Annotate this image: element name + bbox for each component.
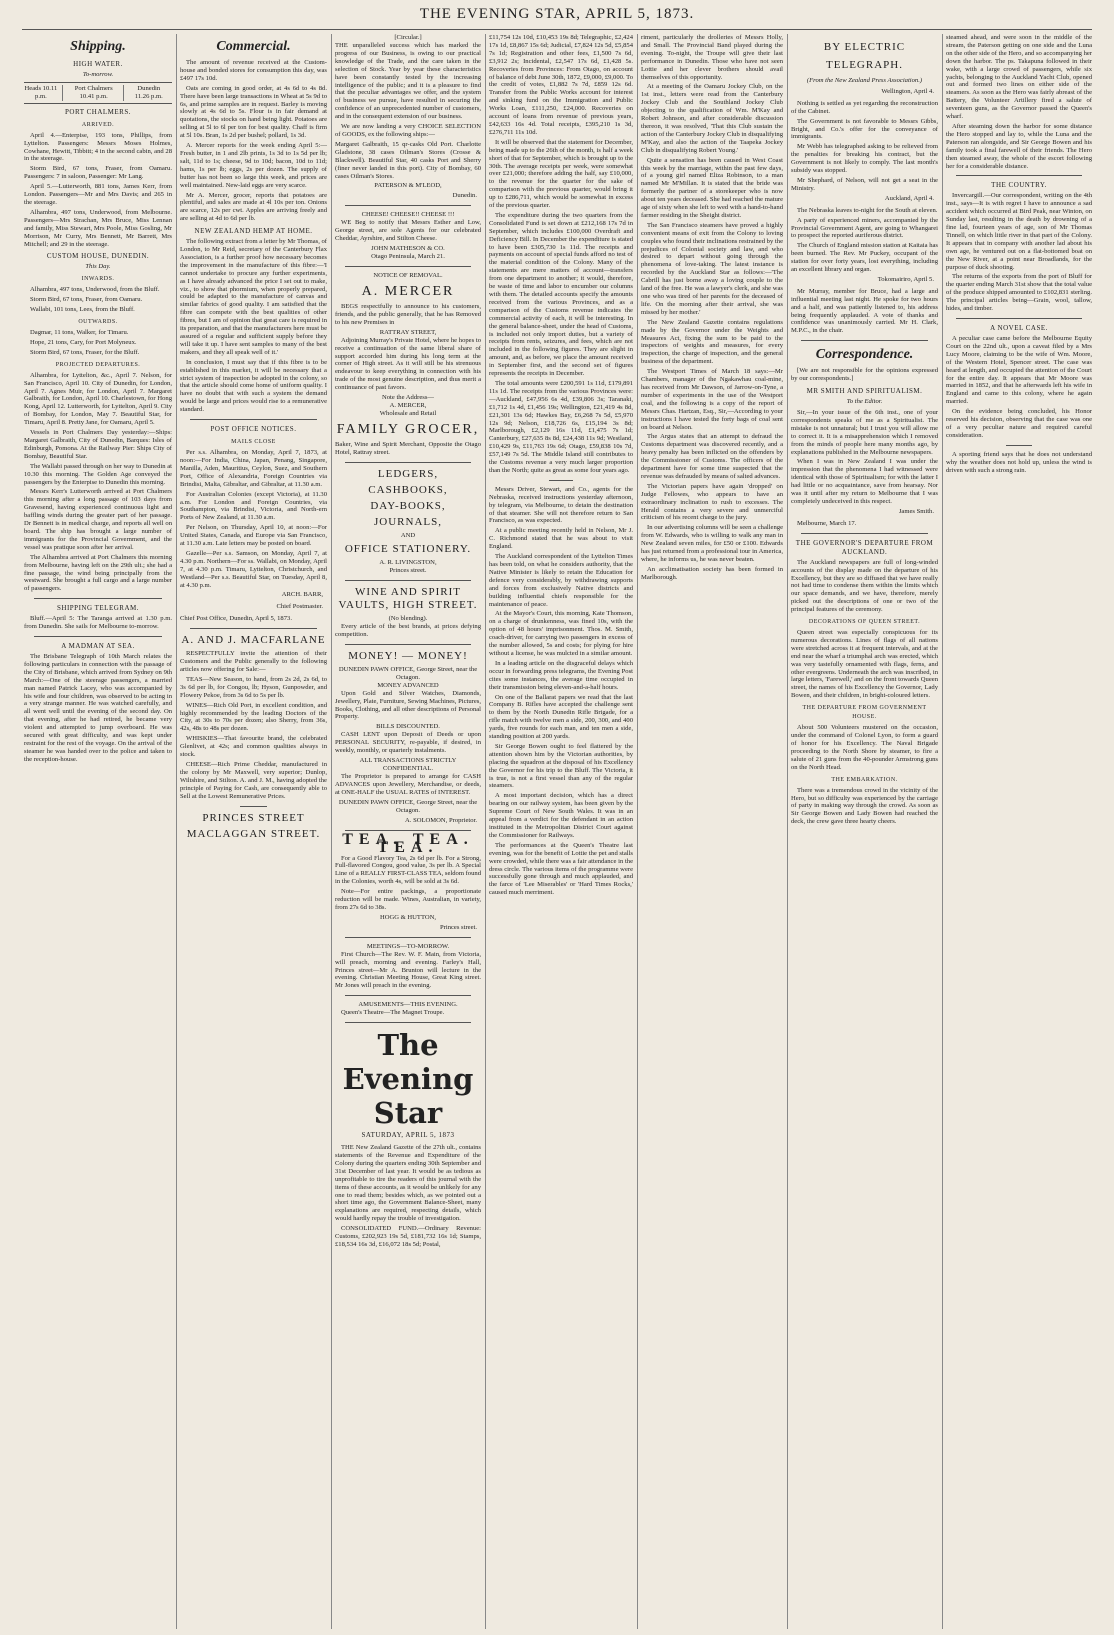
article-paragraph: Mr A. Mercer, grocer, reports that potatoes are plentiful, and sales are made at 4l 10s per ton. Onions are scarce, 12s per cwt. Apples are arriving freely and are selling at 4d to 6d per lb. xyxy=(180,191,327,223)
ad-heading: CHEESE! CHEESE!! CHEESE !!! xyxy=(361,211,455,219)
article-paragraph: Vessels in Port Chalmers Day yesterday:—Ships: Margaret Galbraith, City of Dunedin, Barques: Isles of Edinburgh, Pomona. At the Railway Pier: Ships City of Bombay, Beautiful Star. xyxy=(24,429,172,460)
dateline: Wellington, April 4. xyxy=(881,87,934,95)
article-paragraph: Wallabi, 101 tons, Lees, from the Bluff. xyxy=(30,306,135,314)
divider xyxy=(240,806,267,807)
ad-heading: AMUSEMENTS—THIS EVENING. xyxy=(358,1001,458,1009)
ad-signature: Princes street. xyxy=(440,923,477,931)
article-paragraph: Per s.s. Alhambra, on Monday, April 7, 1873, at noon:—For India, China, Japan, Penang, Singapore, Manilla, Aden, Mauritius, Ceylon, Suez, and Southern Port, Office of Alexandria, Foreign Countries via Brindisi, Malta, Gibraltar, and Gibraltar, at 11.30 a.m. xyxy=(180,449,327,488)
article-paragraph: The Brisbane Telegraph of 10th March relates the following particulars in connection with the passage of the City of Brisbane, which arrived from Sydney on 9th March:—One of the steerage passengers, a married man named Patrick Lacey, who was accompanied by his wife and four children, was observed to be acting in a very strange manner. He was watched carefully, and all went well until the evening of the second day. On that evening, after he had retired, he became very violent and attempted to jump overboard. He was secured with great difficulty, and was kept under restraint for the rest of the voyage. On the arrival of the steamer he was handed over to the police and taken to the reception-house. xyxy=(24,653,172,763)
subheading: THE DEPARTURE FROM GOVERNMENT HOUSE. xyxy=(802,705,927,721)
dateline: SATURDAY, APRIL 5, 1873 xyxy=(361,1131,455,1140)
news-paragraph: At a public meeting recently held in Nelson, Mr J. C. Richmond stated that he was about to visit England. xyxy=(489,527,633,551)
news-paragraph: The Westport Times of March 18 says:—Mr Chambers, manager of the Ngakawhau coal-mine, has received from Mr Dawson, of Jarrow-on-Tyne, a number of experiments in the use of the Westport coal, and the following is a copy of the report of Messrs Chas. Hartzan, Esq., Sir,—According to your instructions I have tested the forty bags of coal sent on board at Nelson. xyxy=(641,368,783,431)
subheading: THE GOVERNOR'S DEPARTURE FROM AUCKLAND. xyxy=(795,538,934,556)
article-paragraph: Storm Bird, 67 tons, Fraser, for the Bluff. xyxy=(30,348,140,356)
article-paragraph: Storm Bird, 67 tons, Fraser, from Oamaru. xyxy=(30,296,143,304)
ad-paragraph: WHISKIES—That favourite brand, the celebrated Glenlivet, at 42s; and common qualities always in stock. xyxy=(180,735,327,759)
divider xyxy=(345,995,471,996)
subheading: INWARDS. xyxy=(81,276,115,283)
news-paragraph: On one of the Ballarat papers we read that the last Company B. Rifles have accepted the challenge sent to them by the North Dunedin Rifle Brigade, for a rifle match with twelve men a side, 200, 300, and 400 yards, five rounds for each man, and ten men a side, standing position at 200 yards. xyxy=(489,693,633,741)
ad-address: PRINCES STREET xyxy=(202,811,305,824)
article-paragraph: April 5.—Lutterworth, 881 tons, James Kerr, from London. Passengers—Mr and Mrs Davis; and 265 in the steerage. xyxy=(24,183,172,206)
article-paragraph: Alhambra, 497 tons, Underwood, from the Bluff. xyxy=(30,286,160,294)
divider xyxy=(549,480,573,481)
divider xyxy=(801,533,928,534)
ad-label: DUNEDIN PAWN OFFICE, George Street, near the Octagon. xyxy=(338,798,478,814)
ad-heading: OFFICE STATIONERY. xyxy=(344,542,472,555)
section-title: Commercial. xyxy=(216,39,291,54)
article-paragraph: Messrs Kerr's Lutterworth arrived at Port Chalmers this morning after a long passage of 103 days from Gravesend, having experienced continuous light and baffling winds during the greater part of her passage. Dr Bennett is in medical charge, and reports all well on board. The ship has brought a large number of immigrants for the Provincial Government, and the vessel was pratique soon after her arrival. xyxy=(24,488,172,551)
news-paragraph: In a leading article on the disgraceful delays which occur in forwarding press telegrams, the Evening Post cites some instances, the average time occupied in their transmission being eleven-and-a-half hours. xyxy=(489,659,633,691)
column-news xyxy=(641,34,783,1629)
article-paragraph: Bluff.—April 5: The Taranga arrived at 1.30 p.m. from Dunedin. She sails for Melbourne to-morrow. xyxy=(24,615,172,631)
ad-signature: JOHN MATHESON & CO. xyxy=(371,245,445,253)
column-telegraph xyxy=(791,34,938,1629)
subheading: This Day. xyxy=(85,263,111,271)
ad-heading: MEETINGS—TO-MORROW. xyxy=(366,942,450,950)
newspaper-nameplate: The Evening Star xyxy=(342,1028,474,1131)
news-paragraph: About 500 Volunteers mustered on the occasion, under the command of Colonel Lyon, to form a guard of honor for his Excellency. The Naval Brigade proceeding to the North Shore by steamer, to fire a salute of 21 guns from the 40-pounder Armstrong guns on the North Head. xyxy=(791,724,938,771)
ad-paragraph: Queen's Theatre—The Magnet Troupe. xyxy=(341,1009,445,1017)
news-paragraph: Quite a sensation has been caused in West Coast this week by the marriage, within the past few days, of a young girl named Eliza Robinson, to a man named Mr M'Millan. It is stated that the bride was formerly the partner of a storekeeper who is now about ten years deceased. She had reached the mature age of sixty when she left to wed with a hand-to-hand farmer residing in the Sheight district. xyxy=(641,156,783,219)
news-paragraph: In our advertising columns will be seen a challenge from W. Edwards, who is willing to walk any man in New Zealand seven miles, for £50 or £100. Edwards has just returned from a professional tour in America, where, he informs us, he was never beaten. xyxy=(641,524,783,563)
article-paragraph: Dagmar, 11 tons, Walker, for Timaru. xyxy=(30,329,129,337)
column-divider xyxy=(787,34,788,1629)
tomorrow-label: To-morrow. xyxy=(82,71,114,78)
news-paragraph: steamed ahead, and were soon in the middle of the stream, the Paterson getting on one side and the Luna on the other side of the Hero, and so accompanying her down the harbor. The ps. Takapuna followed in their wake, with a large crowd of passengers, while six yachts, belonging to the Auckland Yacht Club, opened out and formed two lines on either side of the steamers. As soon as the Hero was fairly abreast of the Battery, the Volunteer Artillery fired a salute of seventeen guns, as the Governor passed the Queen's wharf. xyxy=(946,34,1092,121)
news-paragraph: Invercargill.—Our correspondent, writing on the 4th inst., says—It is with regret I have to announce a sad accident which occurred at Bird Peak, near Winton, on Sunday last, resulting in the death by drowning of a fine lad, fourteen years of age, son of Mr Thomas Tinnell, on which little river in that part of the Colony. It appears that in company with another lad about his own age, he ventured out on a flat-bottomed boat on the New River, at a point near Broadlands, for the purpose of duck shooting. xyxy=(946,192,1092,271)
ad-paragraph: We are now landing a very CHOICE SELECTION of GOODS, ex the following ships:— xyxy=(335,123,481,138)
article-paragraph: For Australian Colonies (except Victoria), at 11.30 a.m. For London and Foreign Countries, via Southampton, via Brindisi, Victoria, and North-ern Ports of New Zealand, at 11.30 a.m. xyxy=(180,490,327,522)
divider xyxy=(801,340,928,341)
ad-paragraph: Margaret Galbraith, 15 qr-casks Old Port. Charlotte Gladstone, 38 cases Oilman's Stores (Crosse & Blackwell). Beautiful Star, 40 casks Port and Sherry (finer never landed in this port). City of Bombay, 60 cases Oilman's Stores. xyxy=(335,140,481,180)
article-paragraph: In conclusion, I must say that if this fibre is to be established in this market, it will be necessary that a strict system of inspection be adopted in the colony, so that the article should come home of uniform quality. I have no doubt that with such a system the demand would be large and prices would rise to a remunerative standard. xyxy=(180,358,327,414)
column-shipping xyxy=(24,34,172,1629)
article-paragraph: A. Mercer reports for the week ending April 5:—Fresh butter, in 1 and 2lb prints, 1s 3d to 1s 5d per lb; salt, 11d to 1s; cheese, 9d to 10d; bacon, 10d to 11d; hams, 1s per lb; eggs, 2s per dozen. The supply of butter has not been so large this week, and prices are well maintained. New-laid eggs are very scarce. xyxy=(180,142,327,189)
ad-heading: MONEY! — MONEY! xyxy=(348,649,468,662)
ad-heading: DAY-BOOKS, xyxy=(370,499,446,512)
circular-label: [Circular.] xyxy=(394,34,422,41)
subheading: MR SMITH AND SPIRITUALISM. xyxy=(806,387,923,396)
tide-port-chalmers: Port Chalmers 10.41 p.m. xyxy=(69,85,124,101)
news-paragraph: The returns of the exports from the port of Bluff for the quarter ending March 31st show that the total value of the produce shipped amounted to £102,831 sterling. The principal articles being—Grain, wool, tallow, hides, and timber. xyxy=(946,273,1092,313)
page-masthead: THE EVENING STAR, APRIL 5, 1873. xyxy=(419,6,695,22)
article-paragraph: Hope, 21 tons, Cary, for Port Molyneux. xyxy=(30,338,137,346)
column-advertisements xyxy=(335,34,481,1629)
ad-heading: A. MERCER xyxy=(361,284,455,300)
ad-signature: PATERSON & M'LEOD, xyxy=(374,182,442,190)
ad-paragraph: CHEESE—Rich Prime Cheddar, manufactured in the colony by Mr Maxwell, very superior; Dunlop, Wiltshire, and Stilton. A. and J. M., having adopted the principle of Paying for Cash, are consequently able to Sell at the Lowest Remunerative Prices. xyxy=(180,760,327,800)
ad-label: ALL TRANSACTIONS STRICTLY CONFIDENTIAL. xyxy=(359,757,457,773)
news-paragraph: The Government is not favorable to Messrs Gibbs, Bright, and Co.'s offer for the conveyance of immigrants. xyxy=(791,117,938,141)
ad-signature: Dunedin. xyxy=(452,192,477,200)
ad-label: MONEY ADVANCED xyxy=(377,681,439,689)
signature-title: Chief Postmaster. xyxy=(276,603,323,611)
divider xyxy=(956,318,1082,319)
column-commercial xyxy=(180,34,327,1629)
news-paragraph: At a meeting of the Oamaru Jockey Club, on the 1st inst., letters were read from the Canterbury Jockey Club and the Southland Jockey Club objecting to the qualification of Wm. M'Kay and Robert Johnson, and after considerable discussion thereon, it was resolved, 'That this Club sustain the action of the Canterbury Jockey Club in disqualifying M'Kay, and also the action of the Taapeka Jockey Club in disqualifying Robert Young.' xyxy=(641,83,783,154)
article-paragraph: The following extract from a letter by Mr Thomas, of London, to Mr Reid, secretary of the Canterbury Flax Association, is a further proof how necessary becomes the improvement in the manufacture of this fibre:—'I cannot undertake to procure any further experiments, as I have already advanced the price I set out to make, viz., to show that phormium, when properly prepared, could be adapted to the manufacture of canvas and similar fabrics of good quality. I am satisfied that the fibre can compete with the best qualities of other fibres, but I am of opinion that great care is required in its preparation, and that the manufacturers here must be assured of a regular and sufficient supply before they will take it up. I have sent samples to many of the best makers, and they all speak well of it.' xyxy=(180,238,327,356)
news-paragraph: Nothing is settled as yet regarding the reconstruction of the Cabinet. xyxy=(791,99,938,115)
ad-heading: A. AND J. MACFARLANE xyxy=(181,634,326,647)
news-paragraph: The Auckland newspapers are full of long-winded accounts of the display made on the departure of his Excellency, but they are so diffused that we have really not had time to condense them within the limits which our space demands, and we have, therefore, merely picked out the descriptions of one or two of the principal features of the ceremony. xyxy=(791,558,938,614)
column-country xyxy=(946,34,1092,1629)
divider xyxy=(345,1022,471,1023)
divider xyxy=(34,598,162,599)
ad-paragraph: TEAS—New Season, to hand, from 2s 2d, 2s 6d, to 3s 6d per lb, for Congou, lb; Hyson, Gunpowder, and Flowery Pekoe, from 3s 6d to 5s per lb. xyxy=(180,675,327,699)
news-paragraph: At the Mayor's Court, this morning, Kate Thomson, on a charge of drunkenness, was fined 10s, with the option of 48 hours' imprisonment. Thos. M. Smith, coach-driver, for carrying two passengers in excess of the number allowed, 5s and costs; for plying for hire without a license, he was mulcted in a similar amount. xyxy=(489,610,633,657)
signature: ARCH. BARR, xyxy=(281,591,323,599)
divider xyxy=(345,462,471,463)
dateline: Tokomairiro, April 5. xyxy=(877,275,934,283)
subheading: PORT CHALMERS. xyxy=(65,107,131,116)
subheading: THE EMBARKATION. xyxy=(831,776,898,783)
divider xyxy=(345,580,471,581)
column-divider xyxy=(176,34,177,1629)
ad-paragraph: BEGS respectfully to announce to his customers, friends, and the public generally, that he has Removed to his new Premises in xyxy=(335,303,481,326)
subheading: (From the New Zealand Press Association.) xyxy=(806,77,923,84)
subheading: To the Editor. xyxy=(846,398,883,406)
ad-label: Note the Address— xyxy=(381,394,434,402)
tide-dunedin: Dunedin 11.26 p.m. xyxy=(134,84,163,100)
letter-signature: James Smith. xyxy=(898,507,934,515)
divider xyxy=(345,644,471,645)
section-title: BY ELECTRIC TELEGRAPH. xyxy=(823,41,906,71)
article-paragraph: Alhambra, for Lyttelton, &c., April 7. Nelson, for San Francisco, April 10. City of Dunedin, for London, April 7. Agnes Muir, for London, April 7. Margaret Galbraith, for London, April 10. Charlestown, for Hong Kong, April 12. Lutterworth, for Lyttelton, April 9. City of Bombay, for London, May 7. Beautiful Star, for Timaru, April 8. Pretty Jane, for Oamaru, April 5. xyxy=(24,371,172,427)
subheading: NEW ZEALAND HEMP AT HOME. xyxy=(194,227,313,236)
article-paragraph: Gazelle—Per s.s. Samson, on Monday, April 7, at 4.30 p.m. Northern—For ss. Wallabi, on Monday, April 7, at 4.30 p.m. Timaru, Lyttelton, Christchurch, and Westland—Per s.s. Beautiful Star, on Tuesday, April 8, at 4.30 p.m. xyxy=(180,549,327,589)
ad-paragraph: THE unparalleled success which has marked the progress of our Business, is owing to our practical knowledge of the Trade, and the care taken in the selection of Stock. Year by year these characteristics have been constantly tested by the increasing intelligence of the public; and it is a pleasure to find that the peculiar advantages we offer, and the system of business we pursue, have resulted in securing the confidence of an unprecedented number of customers, and in the consequent extension of our business. xyxy=(335,42,481,121)
news-paragraph: Mr Murray, member for Bruce, had a large and influential meeting last night. He spoke for two hours and a half, and was patiently listened to, his address being frequently applauded. A vote of thanks and confidence was unanimously carried. Mr H. Clark, M.P.C., in the chair. xyxy=(791,287,938,335)
dateline: Auckland, April 4. xyxy=(884,194,934,202)
ad-paragraph: Baker, Wine and Spirit Merchant, Opposite the Otago Hotel, Rattray street. xyxy=(335,441,481,456)
ad-paragraph: WE Beg to notify that Messrs Esther and Low, George street, are sole Agents for our celebrated Cheddar, Ayrshire, and Stilton Cheese. xyxy=(335,219,481,243)
editorial-paragraph: The expenditure during the two quarters from the Consolidated Fund is set down at £212,168 17s 7d in September, which includes £100,000 Overdraft and Deficiency Bill. In December the expenditure is stated to have been £305,730 1s 11d. The receipts and payments on account of special funds afford no test of the material condition of the Colony. Many of the statements are mere matters of account—transfers from one department to another; it would, therefore, be waste of time and labor to encumber our columns with them. The detailed accounts specify the amounts received from the various Provinces, and as a comparison of the Customs revenue indicates the commercial activity of each, it will be interesting. In the general balance-sheet, under the head of Customs, is included not only import duties, but a variety of receipts from rents, seizures, and fees, which are not included in the following figures. They are slight in amount, and, as before, we place the amount received in September first, and the second set of figures represents the receipts in December. xyxy=(489,211,633,378)
article-paragraph: Oats are coming in good order, at 4s 6d to 4s 8d. There have been large transactions in Wheat at 5s 9d to 6s, and prime samples are in request. Barley is moving slowly at 4s 6d to 5s. Flour is in fair demand at quotations, the stocks on hand being light. Potatoes are selling at 5l to 6l per ton for best quality. Chaff is firm at 5l 10s. Bran, 1s 2d per bushel; pollard, 1s 3d. xyxy=(180,84,327,140)
news-paragraph: The performances at the Queen's Theatre last evening, was for the benefit of Lottie the pet and stalls were crowded, while there was a fair attendance in the dress circle. The various items of the programme were successfully gone through and much applauded, and the farce of 'Lee Miserables' or 'Hard Times Rocks,' caused much merriment. xyxy=(489,841,633,897)
ad-heading: RATTRAY STREET, xyxy=(379,328,437,336)
news-paragraph: The Nebraska leaves to-night for the South at eleven. xyxy=(797,206,938,214)
article-paragraph: Alhambra, 497 tons, Underwood, from Melbourne. Passengers—Mrs Strachan, Mrs Bruce, Miss Lennan and family, Miss Stewart, Mrs Poole, Miss Gosling, Mr Morrison, Mr Curry, Mrs Bennett, Mr Barrett, Mrs Mitchell; and 29 in the steerage. xyxy=(24,208,172,248)
news-paragraph: The Argus states that an attempt to defraud the Customs department was discovered recently, and a heavy penalty has been inflicted on the offenders by the Commissioner of Customs. The officers of the department have for some time suspected that the revenue was defrauded by means of salted advances. xyxy=(641,433,783,480)
ad-signature: Otago Peninsula, March 21. xyxy=(371,253,445,261)
news-paragraph: Queen street was especially conspicuous for its numerous decorations. Lines of flags of all nations were stretched across it at frequent intervals, and at the end near the wharf a triumphal arch was erected, which was very tastefully ornamented with flags, ferns, and other evergreens. Underneath the arch was inscribed, in large letters, 'Farewell,' and on the front towards Queen street, the names of his Excellency the Governor, Lady Bowen, and their children, in bright-coloured letters. xyxy=(791,629,938,700)
ad-paragraph: Note—For entire packings, a proportionate reduction will be made. Wines, Australian, in variety, from 27s 6d to 38s. xyxy=(335,888,481,911)
column-divider xyxy=(485,34,486,1629)
subheading: A NOVEL CASE. xyxy=(990,324,1048,332)
subheading: PROJECTED DEPARTURES. xyxy=(55,361,141,368)
ad-paragraph: RESPECTFULLY invite the attention of their Customers and the Public generally to the following articles now offering for Sale:— xyxy=(180,650,327,673)
divider xyxy=(345,205,471,206)
editorial-paragraph: It will be observed that the statement for December, being made up to the 26th of the month, is half a week short of that for September, which is brought up to the 30th. The average receipts per week, were somewhat over £21,000; therefore adding the half, say £10,000, to the revenue for the quarter for the sake of comparison with the previous quarter, would bring it up to £286,711, which would be somewhat in excess of the previous quarter. xyxy=(489,138,633,210)
ad-heading: NOTICE OF REMOVAL. xyxy=(373,272,443,280)
ad-paragraph: For a Good Flavory Tea, 2s 6d per lb. For a Strong, Full-flavored Congou, good value, 3s per lb. A Special Line of a REALLY FIRST-CLASS TEA, seldom found in the Colonies, worth 4s, will be sold at 3s 6d. xyxy=(335,854,481,886)
ad-paragraph: First Church—The Rev. W. F. Main, from Victoria, will preach, morning and evening. Farley's Hall, Princes street—Mr A. Brunton will lecture in the evening. Christian Meeting House, Great King street. Mr Jones will preach in the evening. xyxy=(335,950,481,990)
column-divider xyxy=(637,34,638,1629)
subheading: POST OFFICE NOTICES. xyxy=(210,425,297,434)
news-paragraph: The Auckland correspondent of the Lyttelton Times has been told, on what he considers authority, that the Native Minister is likely to retain the Education for defence very considerably, by withdrawing supports and forces from exclusively Native districts and building influential chiefs responsible for the maintenance of peace. xyxy=(489,553,633,608)
news-paragraph: Mr Webb has telegraphed asking to be relieved from the penalties for breaking his contract, but the Government is not likely to comply. The last month's subsidy was stopped. xyxy=(791,143,938,175)
ad-heading: A. MERCER, xyxy=(389,402,427,410)
news-paragraph: There was a tremendous crowd in the vicinity of the Hero, but so difficulty was experienced by the carriage of party in making way through the crowd. As soon as Sir George Bowen and Lady Bowen had reached the deck, the crew gave three hearty cheers. xyxy=(791,786,938,826)
news-paragraph: Mr Shephard, of Nelson, will not get a seat in the Ministry. xyxy=(791,176,938,192)
ad-heading: FAMILY GROCER, xyxy=(336,422,480,438)
news-paragraph: riment, particularly the drolleries of Messrs Holly, and Small. The Provincial Band played during the evening. To-night, the Troupe will give their last performance in Dunedin. Those who have not seen Lottie and her clever brothers should avail themselves of this opportunity. xyxy=(641,34,783,81)
divider xyxy=(956,175,1082,176)
divider xyxy=(1006,445,1032,446)
news-paragraph: Messrs Driver, Stewart, and Co., agents for the Nebraska, received instructions yesterday afternoon, by telegram, via Melbourne, to detain the destination of that steamer. She will not therefore return to San Francisco, as was expected. xyxy=(489,485,633,525)
divider xyxy=(345,266,471,267)
subheading: CUSTOM HOUSE, DUNEDIN. xyxy=(46,252,150,261)
ad-label: (No blending). xyxy=(388,614,428,622)
news-paragraph: A most important decision, which has a direct bearing on our railway system, has been given by the Supreme Court of New South Wales. It was in an appeal from a verdict for the defendant in an action instituted in the Metropolitan District Court against the Commissioner for Railways. xyxy=(489,792,633,839)
ad-paragraph: The Proprietor is prepared to arrange for CASH ADVANCES upon Jewellery, Merchandise, or deeds, at ONE-HALF the USUAL RATES of INTEREST. xyxy=(335,773,481,796)
column-divider xyxy=(331,34,332,1629)
subheading: OUTWARDS. xyxy=(78,319,118,326)
subheading: ARRIVED. xyxy=(81,121,115,128)
column-divider xyxy=(942,34,943,1629)
disclaimer: [We are not responsible for the opinions expressed by our correspondents.] xyxy=(791,367,938,383)
ad-heading: TEA. TEA. TEA. xyxy=(342,830,474,856)
tide-table xyxy=(24,82,172,104)
column-editorial xyxy=(489,34,633,1629)
editorial-paragraph: The total amounts were £200,591 1s 11d, £179,891 11s 1d. The receipts from the various Provinces were:—Auckland, £47,956 6s 4d, £39,806 3s; Taranaki, £1,712 1s 4d, £1,456 19s; Wellington, £21,419 4s 8d, £21,301 13s 6d; Hawkes Bay, £6,268 7s 5d, £5,970 12s 9d; Nelson, £18,726 6s, £15,194 3s 8d; Marlborough, £2,129 16s 11d, £1,475 7s 1d; Canterbury, £27,635 8s 8d, £24,438 11s 9d; Westland, £10,429 9s, £11,763 19s 6d; Otago, £59,838 10s 7d, £57,149 7s 5d. The Middle Island still contributes to the Customs revenue a very much larger proportion than the North; quite as great as some four years ago. xyxy=(489,379,633,474)
top-rule xyxy=(22,29,1092,30)
news-paragraph: After steaming down the harbor for some distance the Hero stopped and lay to, while the Luna and the Paterson ran alongside, and Sir George Bowen and his family took a final farewell of their friends. The Hero then steamed away, the whole of the escort following her for a considerable distance. xyxy=(946,122,1092,170)
ad-heading: JOURNALS, xyxy=(374,515,442,528)
ad-paragraph: Every article of the best brands, at prices defying competition. xyxy=(335,622,481,638)
ad-label: AND xyxy=(400,531,416,539)
section-title: Correspondence. xyxy=(815,347,914,363)
letter-paragraph: When I was in New Zealand I was under the impression that the phenomena I had witnessed were identical with those of Spiritualism; for with the latter I had little or no acquaintance, save from hearsay. Nor was it until after my return to Melbourne that I was completely undeceived in this respect. xyxy=(791,458,938,505)
article-paragraph: The Wallabi passed through on her way to Dunedin at 10.30 this morning. The Golden Age conveyed the passengers by the Enterpise to Dunedin this morning. xyxy=(24,462,172,486)
divider xyxy=(190,628,317,629)
divider xyxy=(34,636,162,637)
divider xyxy=(345,937,471,938)
article-paragraph: The Alhambra arrived at Port Chalmers this morning from Melbourne, having left on the 29th ult.; she had a fine passage, the wind being principally from the westward. She brought a full cargo and a large number of passengers. xyxy=(24,553,172,593)
subheading: THE COUNTRY. xyxy=(991,181,1047,190)
ad-label: BILLS DISCOUNTED. xyxy=(376,723,440,731)
news-paragraph: The Victorian papers have again 'dropped' on Judge Fellowes, who appears to have an extraordinary inclination to rush to excesses. The Herald contains a very severe and unmerciful criticism of his recent charge to the jury. xyxy=(641,482,783,522)
news-paragraph: On the evidence being concluded, his Honor reserved his decision, observing that the case was one of a very peculiar nature and required careful consideration. xyxy=(946,408,1092,439)
ad-signature: A. R. LIVINGSTON, xyxy=(379,558,437,566)
news-paragraph: The San Francisco steamers have proved a highly convenient means of exit from the Colony to loving couples who found their inclinations restrained by the prejudices of Colonial society and law, and who desired to depart without going through the phenomena of love-taking. The latest instance is recorded by the Auckland Star as follows:—'The Cabrill has just borne away a loving couple to the land of the free. He was a lawyer's clerk, and she was one who was tired of her parents for the deceased of life. On the morning after their arrival, she was missed by her mother.' xyxy=(641,221,783,316)
editorial-paragraph: CONSOLIDATED FUND.—Ordinary Revenue: Customs, £202,923 19s 5d, £181,732 16s 1d; Stamps, £18,534 16s 3d, £16,072 18s 5d; Postal, xyxy=(335,1225,481,1248)
ad-paragraph: WINES—Rich Old Port, in excellent condition, and highly recommended by the leading Doctors of the City, at 30s to 70s per dozen; also Sherry, from 36s, 42s, 48s to 48s per dozen. xyxy=(180,701,327,733)
divider xyxy=(190,419,317,420)
subheading: DECORATIONS OF QUEEN STREET. xyxy=(808,619,921,626)
editorial-paragraph: £11,754 12s 10d, £10,453 19s 8d; Telegraphic, £2,424 17s 1d, £8,867 15s 6d; Judicial, £7,824 12s 5d, £5,854 7s 1d; Registration and other fees, £1,500 7s 6d, £3,912 2s; Incidental, £2,547 17s 6d, £1,428 5s. Recoveries from Provinces: From Otago, on account of balance of debt June 30th, 1872, £9,000, £9,000. To the credit of votes, £1,882 7s 7d, £859 12s 6d. Transfer from the Public Works account for interest and sinking fund on the Immigration and Public Works Loan, £111,250, £24,000. Recoveries on account of loans from revenue of previous years, £42,633 16s 4d. Total receipts, £395,210 1s 3d, £276,711 11s 10d. xyxy=(489,34,633,136)
subheading: SHIPPING TELEGRAM. xyxy=(57,604,139,613)
ad-label: DUNEDIN PAWN OFFICE, George Street, near the Octagon. xyxy=(338,665,478,681)
article-paragraph: Storm Bird, 67 tons, Fraser, from Oamaru. Passengers: 7 in saloon, Passenger: Mr Lang. xyxy=(24,165,172,181)
section-title: Shipping. xyxy=(70,39,126,54)
news-paragraph: Sir George Bowen ought to feel flattered by the attention shown him by the Victorian authorities, by placing the squadron at the disposal of his Excellency the Governor for his trip to the Bluff. The Victoria, it is true, is not a first vessel than any of the regular steamers. xyxy=(489,742,633,790)
news-paragraph: The Church of England mission station at Kaitaia has been burned. The Rev. Mr Puckey, occupant of the station for over forty years, lost everything, including an excellent library and organ. xyxy=(791,242,938,274)
ad-signature: A. SOLOMON, Proprietor. xyxy=(405,816,477,824)
ad-heading: LEDGERS, xyxy=(377,467,439,480)
article-paragraph: The amount of revenue received at the Custom-house and bonded stores for consumption this day, was £497 17s 10d. xyxy=(180,59,327,82)
ad-signature: Princes street. xyxy=(389,566,427,574)
article-paragraph: April 4.—Enterpise, 193 tons, Phillips, from Lyttelton. Passengers: Messrs Moses Holmes, Cowhane, Hewitt, Tibbitt; 4 in the second cabin, and 28 in the steerage. xyxy=(24,131,172,163)
ad-paragraph: Adjoining Murray's Private Hotel, where he hopes to receive a continuation of the same liberal share of support accorded him during his long term at the corner of High street. As it will still be his strenuous endeavour to keep everything in connection with his trade of the most genuine description, and thus merit a continuance of past favors. xyxy=(335,336,481,392)
article-paragraph: Per Nelson, on Thursday, April 10, at noon:—For United States, Canada, and Europe via San Francisco, at 11.30 a.m. Late letters may be posted on board. xyxy=(180,524,327,548)
tide-heads: Heads 10.11 p.m. xyxy=(24,85,63,101)
ad-heading: WINE AND SPIRIT VAULTS, HIGH STREET. xyxy=(338,585,478,611)
editorial-paragraph: THE New Zealand Gazette of the 27th ult., contains statements of the Revenue and Expenditure of the Colony during the quarters ending 30th September and 31st December of last year. It would be as tedious as unprofitable to tire the readers of this journal with the items of these accounts, as it would be unlikely for any one to read them; besides which, as we pointed out a short time ago, the Government Balance-Sheet, many explanations are required, respecting details, which would hardly repay the trouble of investigation. xyxy=(335,1144,481,1223)
high-water-heading: HIGH WATER. xyxy=(73,60,123,68)
letter-place: Melbourne, March 17. xyxy=(797,519,857,527)
subheading: MAILS CLOSE xyxy=(231,439,276,446)
subheading: A MADMAN AT SEA. xyxy=(61,642,135,651)
ad-address: MACLAGGAN STREET. xyxy=(186,827,321,840)
ad-heading: CASHBOOKS, xyxy=(368,483,448,496)
ad-label: Wholesale and Retail xyxy=(379,410,437,418)
news-paragraph: A party of experienced miners, accompanied by the Provincial Government Agent, are going to Whangarei to prospect the reported auriferous district. xyxy=(791,216,938,240)
news-paragraph: An acclimatisation society has been formed in Marlborough. xyxy=(641,565,783,581)
news-paragraph: A sporting friend says that he does not understand why the weather does not hold up, unless the wind is driven with such a strong rain. xyxy=(946,450,1092,474)
letter-paragraph: Sir,—In your issue of the 6th inst., one of your correspondents speaks of me as a Spiritualist. The mistake is not unnatural; but I trust you will allow me to correct it. It is a misapprehension which I removed from the minds of people here many months ago, by explanations published in the Melbourne newspapers. xyxy=(791,409,938,456)
ad-signature: HOGG & HUTTON, xyxy=(379,913,437,921)
article-paragraph: Chief Post Office, Dunedin, April 5, 1873. xyxy=(180,615,292,623)
ad-paragraph: Upon Gold and Silver Watches, Diamonds, Jewellery, Plate, Furniture, Sewing Machines, Pictures, Books, Clothing, and all other descriptions of Personal Property. xyxy=(335,689,481,721)
news-paragraph: The New Zealand Gazette contains regulations made by the Governor under the Weights and Measures Act, fixing the sum to be paid to the inspectors of weights and measures, for every inspection, the charge of inspection, and the general business of the department. xyxy=(641,318,783,366)
news-paragraph: A peculiar case came before the Melbourne Equity Court on the 22nd ult., upon a caveat filed by a Mrs Lucy Moore, claiming to be the wife of Wm. Moore, of the Western Hotel, Spencer street. The case was heard at length, and occupied the attention of the Court for the entire day. It appears that Mr Moore was married in 1852, and that he afterwards left his wife in England and came to this colony, where he again married. xyxy=(946,335,1092,406)
ad-paragraph: CASH LENT upon Deposit of Deeds or upon PERSONAL SECURITY, re-payable, if desired, in weekly, monthly, or quarterly instalments. xyxy=(335,731,481,755)
